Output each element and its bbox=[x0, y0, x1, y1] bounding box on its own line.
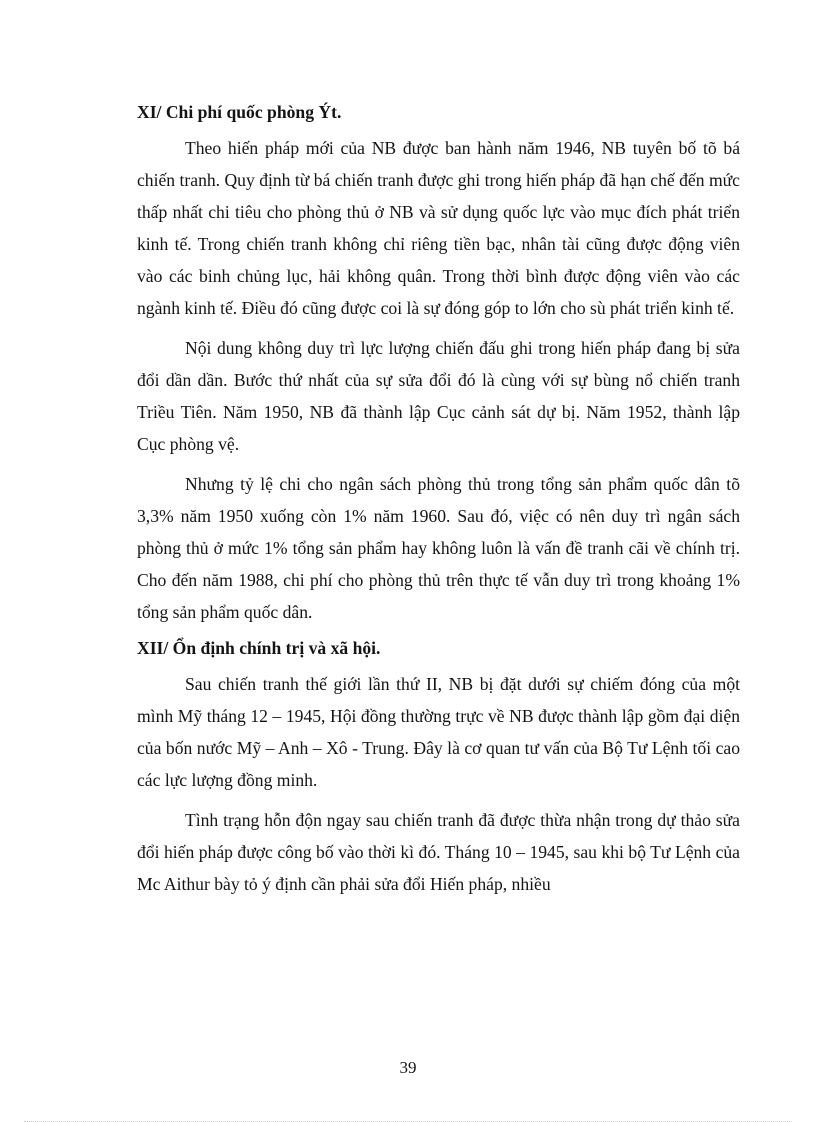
section-heading-xi: XI/ Chi phí quốc phòng Ýt. bbox=[137, 102, 342, 122]
page-number: 39 bbox=[399, 1058, 417, 1077]
page-bottom-border bbox=[24, 1121, 792, 1122]
section-heading-xii: XII/ Ổn định chính trị và xã hội. bbox=[137, 638, 381, 658]
paragraph: Theo hiến pháp mới của NB được ban hành năm 1946, NB tuyên bố tõ bá chiến tranh. Quy định từ bá chiến tranh được ghi trong hiến pháp đã hạn chế đến mức thấp nhất chi tiêu cho phòng thủ ở NB và sử dụng quốc lực vào mục đích phát triển kinh tế. Trong chiến tranh không chỉ riêng tiền bạc, nhân tài cũng được động viên vào các binh chủng lục, hải không quân. Trong thời bình được động viên vào các ngành kinh tế. Điều đó cũng được coi là sự đóng góp to lớn cho sù phát triển kinh tế. bbox=[137, 138, 740, 318]
paragraph: Tình trạng hỗn độn ngay sau chiến tranh đã được thừa nhận trong dự thảo sửa đổi hiến pháp được công bố vào thời kì đó. Tháng 10 – 1945, sau khi bộ Tư Lệnh của Mc Aithur bày tỏ ý định cần phải sửa đổi Hiến pháp, nhiều bbox=[137, 810, 740, 894]
page-content bbox=[137, 96, 740, 900]
paragraph: Nội dung không duy trì lực lượng chiến đấu ghi trong hiến pháp đang bị sửa đổi dần dần. Bước thứ nhất của sự sửa đổi đó là cùng với sự bùng nổ chiến tranh Triều Tiên. Năm 1950, NB đã thành lập Cục cảnh sát dự bị. Năm 1952, thành lập Cục phòng vệ. bbox=[137, 338, 740, 454]
paragraph: Nhưng tỷ lệ chi cho ngân sách phòng thủ trong tổng sản phẩm quốc dân tõ 3,3% năm 1950 xuống còn 1% năm 1960. Sau đó, việc có nên duy trì ngân sách phòng thủ ở mức 1% tổng sản phẩm hay không luôn là vấn đề tranh cãi về chính trị. Cho đến năm 1988, chi phí cho phòng thủ trên thực tế vẫn duy trì trong khoảng 1% tổng sản phẩm quốc dân. bbox=[137, 474, 740, 622]
paragraph: Sau chiến tranh thế giới lần thứ II, NB bị đặt dưới sự chiếm đóng của một mình Mỹ tháng 12 – 1945, Hội đồng thường trực về NB được thành lập gồm đại diện của bốn nước Mỹ – Anh – Xô - Trung. Đây là cơ quan tư vấn của Bộ Tư Lệnh tối cao các lực lượng đồng minh. bbox=[137, 674, 740, 790]
